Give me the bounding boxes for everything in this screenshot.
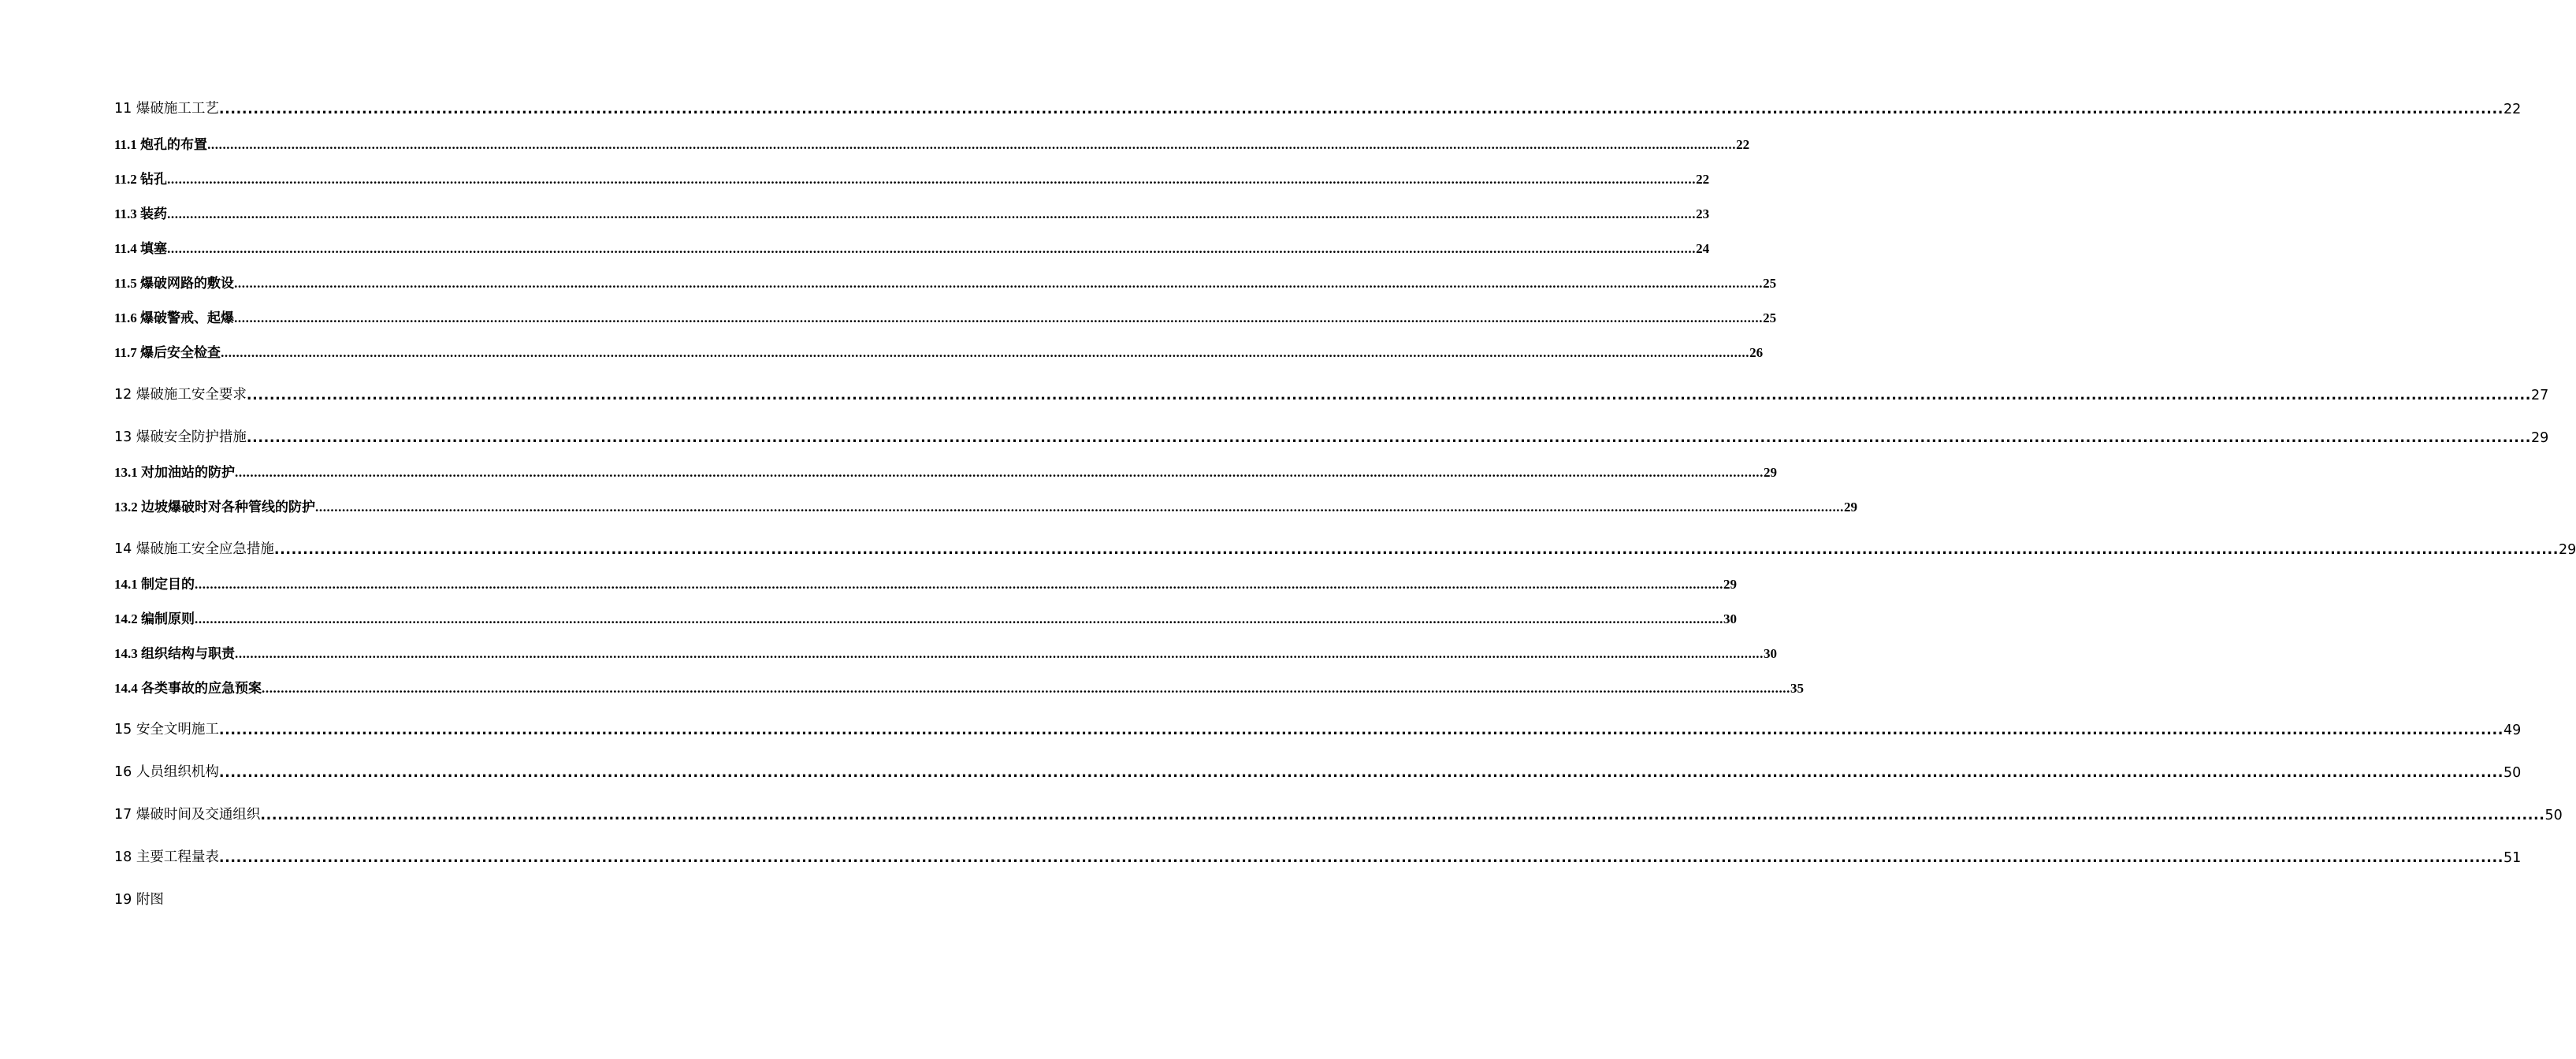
toc-leader-dots: ................................................................................................................................................................................................................................................................................................................................................................................................................ xyxy=(246,430,2532,446)
toc-entry[interactable] xyxy=(114,238,1710,257)
toc-entry-page: 25 xyxy=(1763,310,1777,325)
toc-leader-dots: ................................................................................................................................................................................................................................................................................................................................................................................................................ xyxy=(234,276,1764,291)
toc-entry-title: 11.5 爆破网路的敷设 xyxy=(114,276,235,291)
toc-entry-page: 51 xyxy=(2504,850,2522,866)
toc-entry-page: 29 xyxy=(2559,542,2576,558)
toc-entry-page: 22 xyxy=(1736,137,1750,152)
toc-entry[interactable] xyxy=(114,462,1777,481)
toc-entry[interactable] xyxy=(114,574,1737,593)
toc-entry-page: 22 xyxy=(1696,172,1710,187)
toc-entry-title: 12 爆破施工安全要求 xyxy=(114,387,247,403)
toc-entry-title: 11.6 爆破警戒、起爆 xyxy=(114,310,235,325)
toc-entry-title: 11.3 装药 xyxy=(114,206,168,221)
toc-entry[interactable] xyxy=(114,608,1737,627)
toc-leader-dots: ................................................................................................................................................................................................................................................................................................................................................................................................................ xyxy=(218,765,2504,781)
toc-entry[interactable] xyxy=(114,169,1710,188)
toc-entry-title: 11.4 填塞 xyxy=(114,241,168,256)
toc-leader-dots: ................................................................................................................................................................................................................................................................................................................................................................................................................ xyxy=(262,681,1790,696)
toc-entry-title: 16 人员组织机构 xyxy=(114,764,219,780)
toc-leader-dots: ................................................................................................................................................................................................................................................................................................................................................................................................................ xyxy=(273,542,2559,558)
toc-entry-page: 50 xyxy=(2544,808,2563,823)
toc-entry-page: 35 xyxy=(1790,681,1804,696)
toc-entry-title: 18 主要工程量表 xyxy=(114,849,219,865)
toc-entry[interactable] xyxy=(114,539,2576,558)
toc-leader-dots: ................................................................................................................................................................................................................................................................................................................................................................................................................ xyxy=(167,206,1697,221)
toc-entry-page: 30 xyxy=(1723,611,1737,626)
toc-entry-title: 11.1 炮孔的布置 xyxy=(114,137,208,152)
toc-entry[interactable] xyxy=(114,719,2522,738)
toc-leader-dots: ................................................................................................................................................................................................................................................................................................................................................................................................................ xyxy=(235,646,1764,661)
toc-entry[interactable] xyxy=(114,847,2522,866)
toc-entry[interactable] xyxy=(114,643,1777,662)
toc-entry-page: 49 xyxy=(2504,723,2522,738)
toc-entry-page: 50 xyxy=(2504,765,2522,781)
toc-entry[interactable] xyxy=(114,678,1804,697)
toc-entry-title: 14 爆破施工安全应急措施 xyxy=(114,541,274,557)
toc-leader-dots: ................................................................................................................................................................................................................................................................................................................................................................................................................ xyxy=(221,345,1750,360)
toc-entry-title: 11 爆破施工工艺 xyxy=(114,101,219,117)
toc-entry[interactable] xyxy=(114,203,1710,222)
toc-entry-title: 13.2 边坡爆破时对各种管线的防护 xyxy=(114,500,315,515)
toc-leader-dots: ................................................................................................................................................................................................................................................................................................................................................................................................................ xyxy=(167,172,1697,187)
toc-leader-dots: ................................................................................................................................................................................................................................................................................................................................................................................................................ xyxy=(234,310,1764,325)
toc-entry[interactable] xyxy=(114,804,2563,823)
toc-entry-title: 14.1 制定目的 xyxy=(114,577,195,592)
toc-entry-title: 14.4 各类事故的应急预案 xyxy=(114,681,262,696)
toc-entry-title: 19 附图 xyxy=(114,892,164,908)
toc-leader-dots: ................................................................................................................................................................................................................................................................................................................................................................................................................ xyxy=(207,137,1737,152)
toc-entry[interactable] xyxy=(114,385,2549,403)
toc-entry[interactable] xyxy=(114,762,2522,781)
toc-entry[interactable] xyxy=(114,496,1857,515)
toc-leader-dots: ................................................................................................................................................................................................................................................................................................................................................................................................................ xyxy=(246,388,2532,403)
toc-leader-dots: ................................................................................................................................................................................................................................................................................................................................................................................................................ xyxy=(218,102,2504,117)
toc-entry-title: 11.7 爆后安全检查 xyxy=(114,345,221,360)
toc-entry[interactable] xyxy=(114,342,1764,361)
toc-entry-page: 26 xyxy=(1749,345,1764,360)
toc-entry[interactable] xyxy=(114,134,1750,153)
toc-entry[interactable] xyxy=(114,98,2522,117)
toc-leader-dots: ................................................................................................................................................................................................................................................................................................................................................................................................................ xyxy=(167,241,1697,256)
toc-entry-title: 13.1 对加油站的防护 xyxy=(114,465,235,480)
toc-entry-page: 29 xyxy=(2531,430,2549,446)
toc-entry-page: 30 xyxy=(1764,646,1777,661)
toc-entry[interactable] xyxy=(114,307,1777,326)
toc-entry-page: 24 xyxy=(1696,241,1710,256)
toc-entry-page: 23 xyxy=(1696,206,1710,221)
toc-entry-title: 11.2 钻孔 xyxy=(114,172,168,187)
toc-entry-page: 29 xyxy=(1764,465,1777,480)
toc-entry-title: 15 安全文明施工 xyxy=(114,722,219,738)
toc-entry-title: 13 爆破安全防护措施 xyxy=(114,429,247,445)
toc-entry-page: 29 xyxy=(1723,577,1737,592)
toc-entry-page: 25 xyxy=(1763,276,1777,291)
toc-leader-dots: ................................................................................................................................................................................................................................................................................................................................................................................................................ xyxy=(195,577,1723,592)
toc-entry-page: 22 xyxy=(2504,102,2522,117)
toc-entry[interactable] xyxy=(114,427,2549,446)
toc-entry-title: 14.3 组织结构与职责 xyxy=(114,646,235,661)
toc-leader-dots: ................................................................................................................................................................................................................................................................................................................................................................................................................ xyxy=(235,465,1764,480)
toc-leader-dots: ................................................................................................................................................................................................................................................................................................................................................................................................................ xyxy=(218,850,2504,866)
toc-leader-dots: ................................................................................................................................................................................................................................................................................................................................................................................................................ xyxy=(315,500,1844,515)
toc-entry-title: 14.2 编制原则 xyxy=(114,611,195,626)
toc-entry-page: 29 xyxy=(1844,500,1857,515)
toc-leader-dots: ................................................................................................................................................................................................................................................................................................................................................................................................................ xyxy=(195,611,1723,626)
toc-leader-dots: ................................................................................................................................................................................................................................................................................................................................................................................................................ xyxy=(260,808,2545,823)
toc-entry[interactable] xyxy=(114,273,1777,292)
toc-entry[interactable] xyxy=(114,890,657,909)
toc-leader-dots: ................................................................................................................................................................................................................................................................................................................................................................................................................ xyxy=(218,723,2504,738)
toc-entry-page: 27 xyxy=(2531,388,2549,403)
toc-entry-title: 17 爆破时间及交通组织 xyxy=(114,807,261,823)
